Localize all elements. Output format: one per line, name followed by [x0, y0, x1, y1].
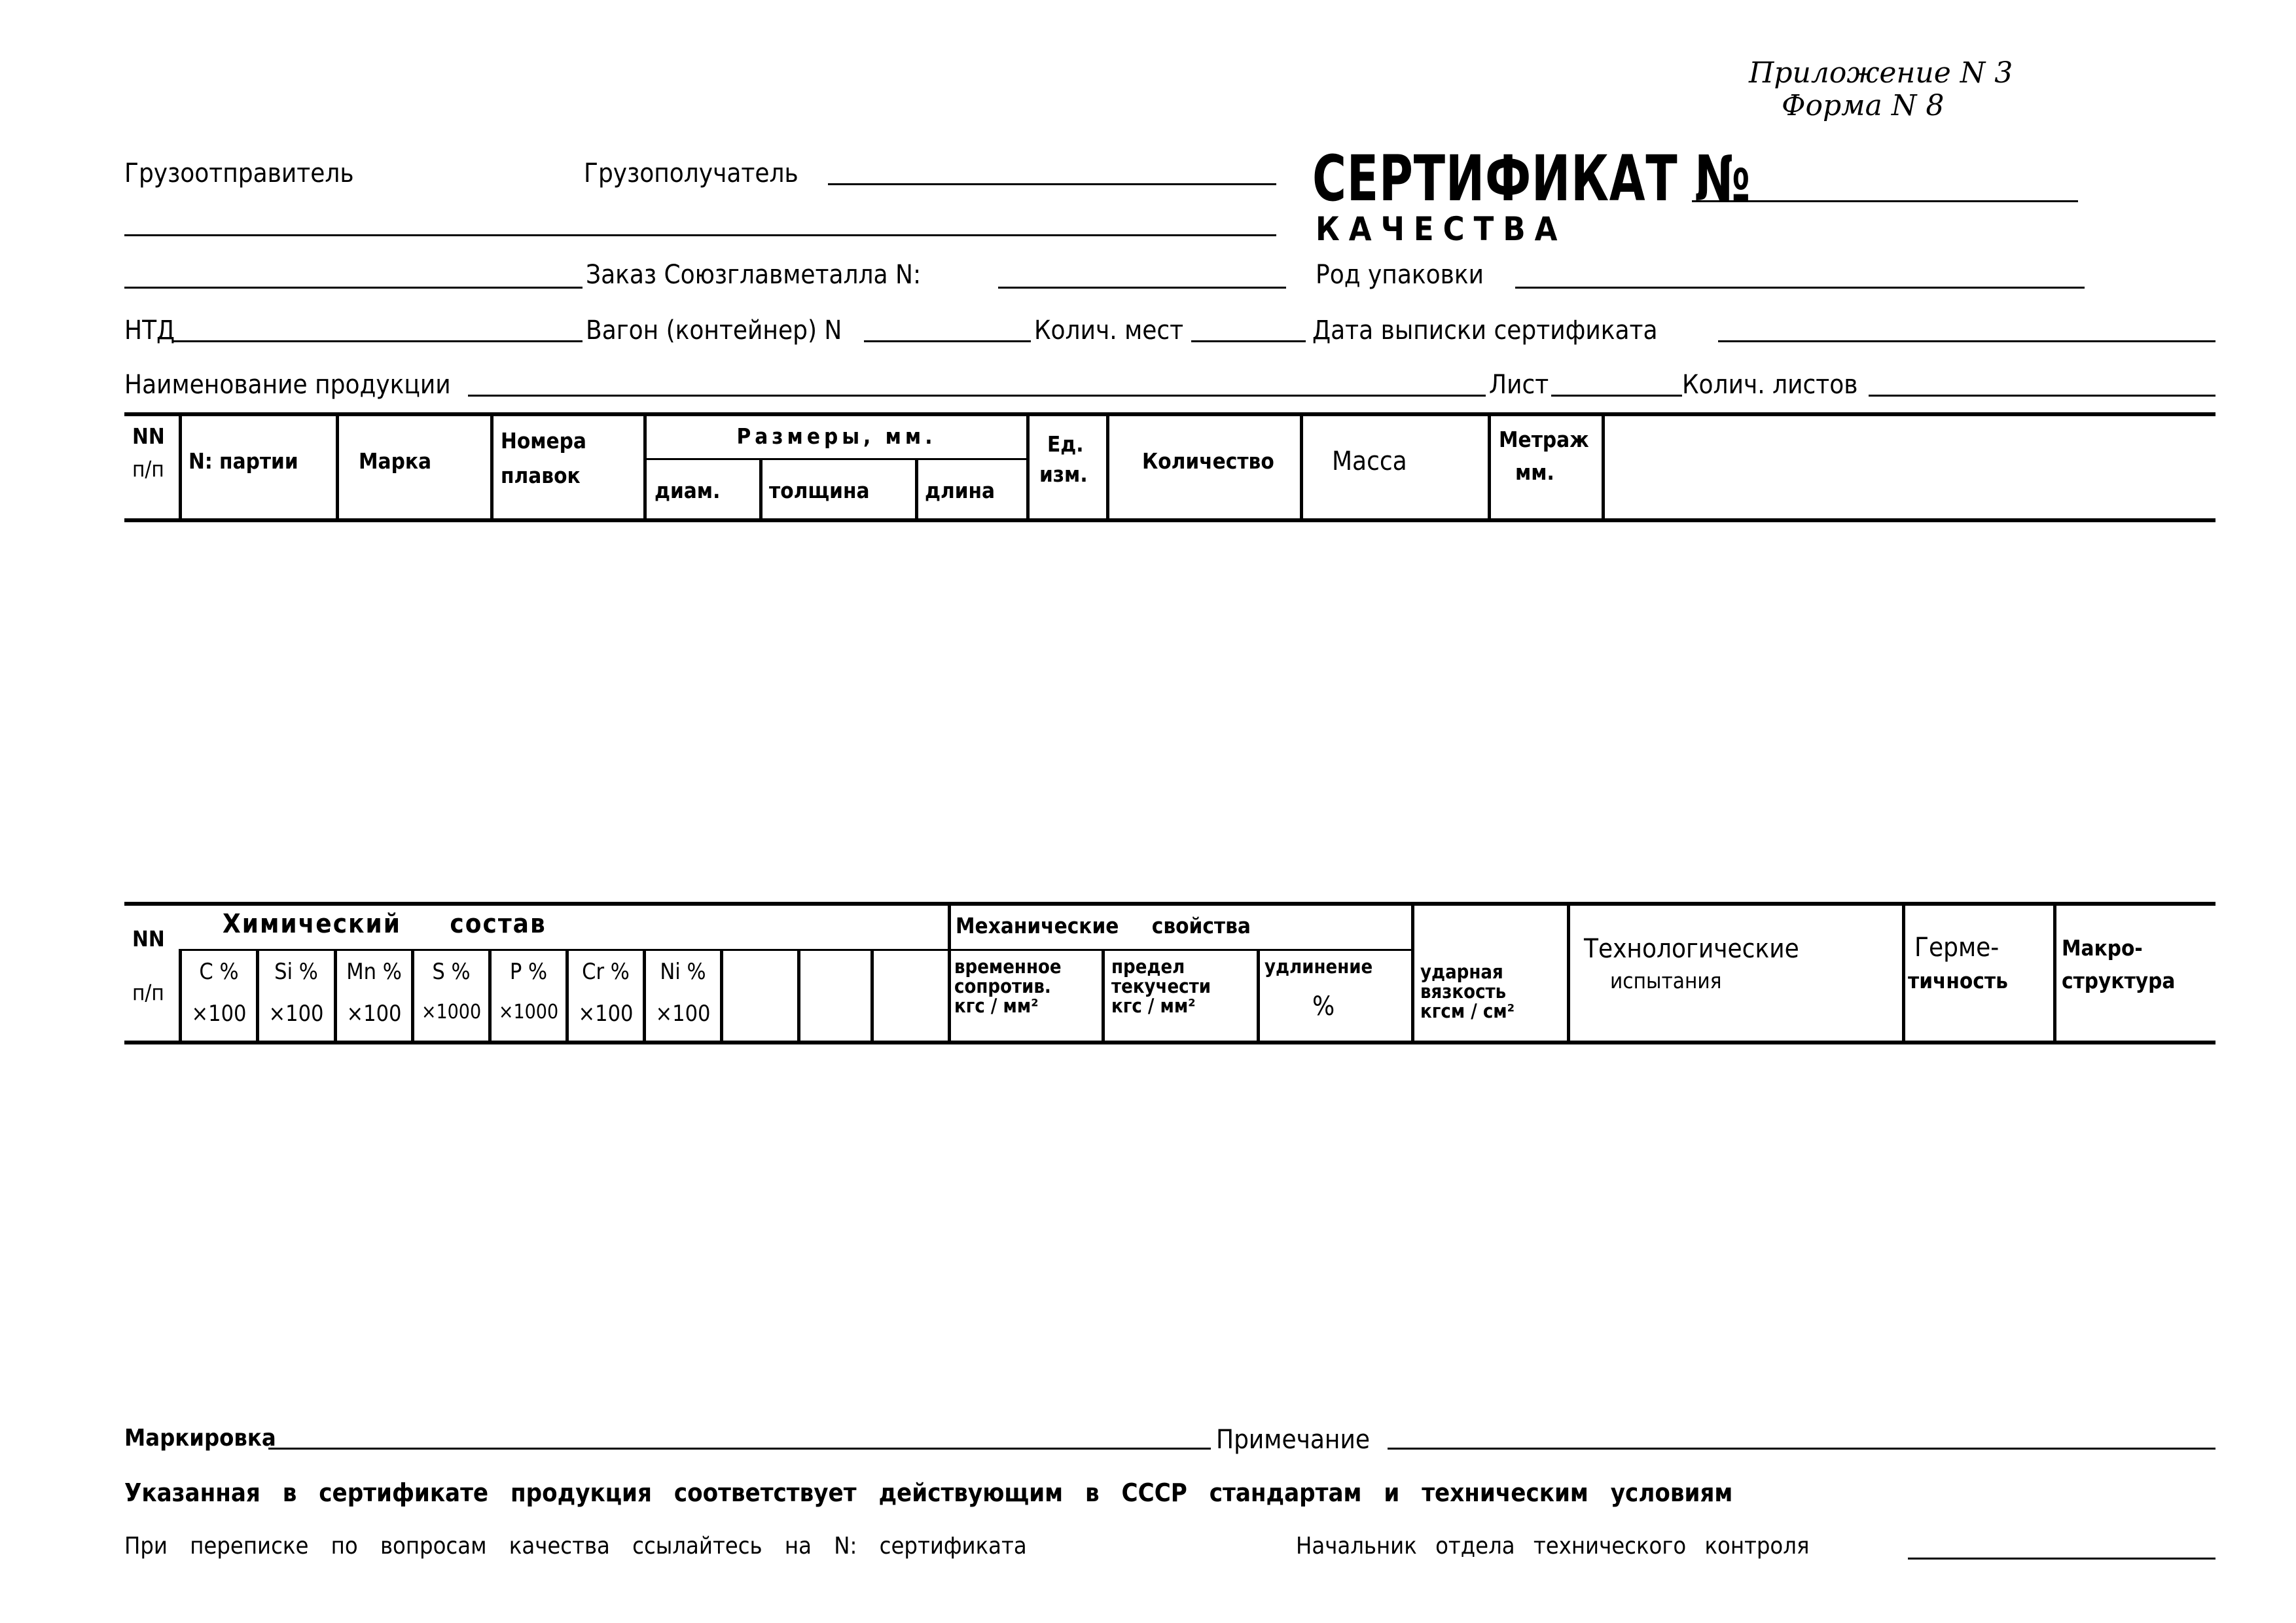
t1-nn: NN	[132, 423, 165, 449]
certificate-number-line[interactable]	[1692, 200, 2078, 202]
t2-mech-title: Механические свойства	[956, 913, 1251, 938]
t2-pp: п/п	[132, 980, 164, 1005]
marking-label: Маркировка	[124, 1425, 276, 1452]
certificate-subtitle: КАЧЕСТВА	[1316, 210, 1567, 248]
t2-yield-2: текучести	[1111, 975, 1211, 997]
nta-line[interactable]	[173, 340, 583, 342]
t2-elong-2: %	[1312, 991, 1335, 1022]
t2-tensile-2: сопротив.	[954, 975, 1051, 997]
t1-melts-1: Номера	[501, 428, 586, 454]
appendix-label: Приложение N 3	[1749, 56, 2013, 90]
shipper-line-3[interactable]	[124, 287, 583, 289]
note-label: Примечание	[1216, 1425, 1370, 1455]
marking-line[interactable]	[268, 1448, 1211, 1450]
t2-el-s: S %	[432, 959, 471, 985]
t2-tight-1: Герме-	[1914, 933, 2000, 963]
nta-label: НТД	[124, 315, 175, 346]
wagon-line[interactable]	[864, 340, 1031, 342]
t1-unit-2: изм.	[1039, 461, 1088, 487]
t1-sizes: Размеры, мм.	[736, 423, 937, 449]
t2-impact-3: кгсм / см²	[1420, 1000, 1515, 1022]
t2-macro-2: структура	[2062, 968, 2176, 993]
t2-el-ni: Ni %	[660, 959, 706, 985]
t2-el-p: P %	[509, 959, 548, 985]
t2-mul-cr: ×100	[578, 1001, 634, 1027]
t2-elong-1: удлинение	[1265, 955, 1373, 978]
chief-signature-line[interactable]	[1908, 1558, 2215, 1560]
t1-thickness: толщина	[769, 478, 870, 503]
statement-text: Указанная в сертификате продукция соответствует действующим в СССР стандартам и техническим условиям	[124, 1478, 1733, 1507]
t2-tech-2: испытания	[1610, 968, 1722, 993]
t2-el-c: C %	[199, 959, 239, 985]
shipper-label: Грузоотправитель	[124, 158, 354, 188]
t2-impact-2: вязкость	[1420, 980, 1507, 1003]
t1-batch: N: партии	[188, 448, 298, 474]
t2-macro-1: Макро-	[2062, 935, 2143, 961]
t1-mass: Масса	[1332, 446, 1407, 476]
sheet-line[interactable]	[1551, 395, 1682, 397]
t1-grade: Марка	[359, 448, 432, 474]
sheets-count-label: Колич. листов	[1682, 370, 1858, 400]
t2-mul-c: ×100	[191, 1001, 247, 1027]
t2-tight-2: тичность	[1908, 968, 2008, 993]
shipper-line-2[interactable]	[124, 234, 1276, 236]
packing-label: Род упаковки	[1316, 260, 1484, 290]
t2-nn: NN	[132, 926, 165, 952]
t1-quantity: Количество	[1142, 448, 1274, 474]
t2-mul-ni: ×100	[655, 1001, 711, 1027]
packing-line[interactable]	[1515, 287, 2085, 289]
t1-diam: диам.	[655, 478, 721, 503]
t2-tech-1: Технологические	[1584, 934, 1799, 964]
order-label: Заказ Союзглавметалла N:	[586, 260, 922, 290]
t1-unit-1: Ед.	[1047, 431, 1084, 457]
t2-mul-si: ×100	[268, 1001, 324, 1027]
refer-text: При переписке по вопросам качества ссылайтесь на N: сертификата	[124, 1533, 1027, 1560]
t1-meterage-1: Метраж	[1499, 427, 1589, 452]
issue-date-line[interactable]	[1718, 340, 2215, 342]
t1-pp: п/п	[132, 456, 164, 482]
t2-mul-p: ×1000	[498, 1001, 559, 1024]
product-name-line[interactable]	[468, 395, 1486, 397]
sheet-label: Лист	[1489, 370, 1549, 400]
issue-date-label: Дата выписки сертификата	[1312, 315, 1658, 346]
t2-chem-title: Химический состав	[223, 909, 547, 939]
t2-el-si: Si %	[274, 959, 318, 985]
sheets-count-line[interactable]	[1869, 395, 2215, 397]
product-name-label: Наименование продукции	[124, 370, 451, 400]
consignee-line[interactable]	[828, 183, 1276, 185]
t2-yield-1: предел	[1111, 955, 1185, 978]
places-line[interactable]	[1191, 340, 1306, 342]
consignee-label: Грузополучатель	[584, 158, 798, 188]
note-line[interactable]	[1388, 1448, 2215, 1450]
certificate-title: СЕРТИФИКАТ №	[1312, 142, 1751, 215]
t2-mul-mn: ×100	[346, 1001, 402, 1027]
t1-length: длина	[925, 478, 996, 503]
t2-mul-s: ×1000	[421, 1001, 482, 1024]
form-number-label: Форма N 8	[1782, 89, 1945, 122]
order-line[interactable]	[998, 287, 1286, 289]
places-label: Колич. мест	[1034, 315, 1184, 346]
chief-label: Начальник отдела технического контроля	[1296, 1533, 1810, 1560]
t2-el-cr: Cr %	[582, 959, 630, 985]
t2-impact-1: ударная	[1420, 961, 1503, 983]
t2-tensile-3: кгс / мм²	[954, 995, 1039, 1017]
t1-meterage-2: мм.	[1515, 459, 1554, 485]
t2-tensile-1: временное	[954, 955, 1062, 978]
t2-el-mn: Mn %	[346, 959, 402, 985]
t1-melts-2: плавок	[501, 463, 581, 488]
t2-yield-3: кгс / мм²	[1111, 995, 1196, 1017]
wagon-label: Вагон (контейнер) N	[586, 315, 842, 346]
